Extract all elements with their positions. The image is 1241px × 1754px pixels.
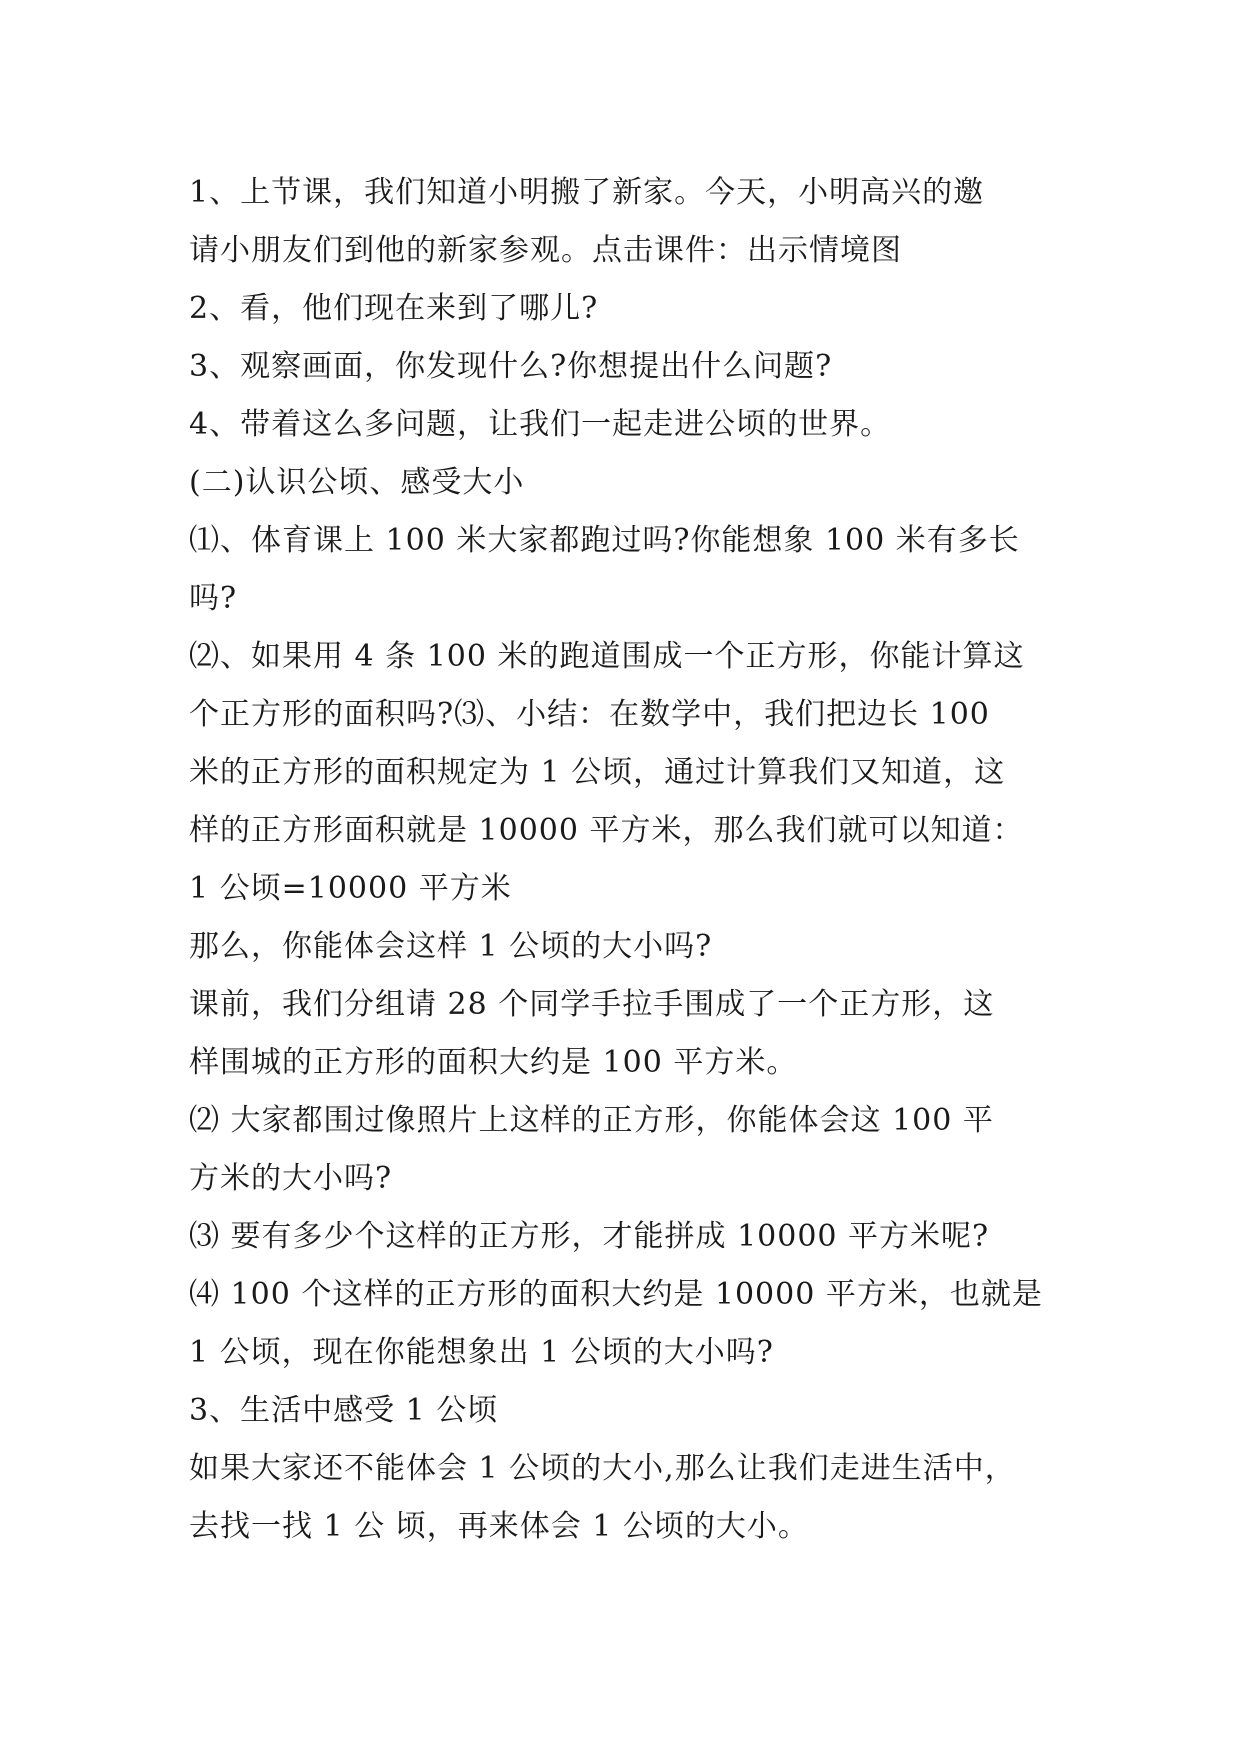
text-line: 1 公顷，现在你能想象出 1 公顷的大小吗? xyxy=(189,1335,774,1370)
text-line: 方米的大小吗? xyxy=(189,1161,393,1196)
text-line: 1 公顷=10000 平方米 xyxy=(189,871,512,906)
section-heading: (二)认识公顷、感受大小 xyxy=(189,465,525,500)
text-line: ⑵ 大家都围过像照片上这样的正方形，你能体会这 100 平 xyxy=(189,1103,994,1138)
text-line: ⑷ 100 个这样的正方形的面积大约是 10000 平方米，也就是 xyxy=(189,1277,1043,1312)
text-line: ⑵、如果用 4 条 100 米的跑道围成一个正方形，你能计算这 xyxy=(189,639,1025,674)
text-line: 米的正方形的面积规定为 1 公顷，通过计算我们又知道，这 xyxy=(189,755,1006,790)
text-line: 个正方形的面积吗?⑶、小结：在数学中，我们把边长 100 xyxy=(189,697,990,732)
text-line: 去找一找 1 公 顷，再来体会 1 公顷的大小。 xyxy=(189,1509,809,1544)
text-line: 吗? xyxy=(189,581,238,616)
text-line: ⑶ 要有多少个这样的正方形，才能拼成 10000 平方米呢? xyxy=(189,1219,990,1254)
text-line: 如果大家还不能体会 1 公顷的大小,那么让我们走进生活中， xyxy=(189,1451,1016,1486)
text-line: 样围城的正方形的面积大约是 100 平方米。 xyxy=(189,1045,798,1080)
section-heading: 3、生活中感受 1 公顷 xyxy=(189,1393,499,1428)
text-line: 那么，你能体会这样 1 公顷的大小吗? xyxy=(189,929,713,964)
text-line: 2、看，他们现在来到了哪儿? xyxy=(189,291,599,326)
text-line: 1、上节课，我们知道小明搬了新家。今天，小明高兴的邀 xyxy=(189,175,985,210)
text-line: 3、观察画面，你发现什么?你想提出什么问题? xyxy=(189,349,833,384)
document-body xyxy=(189,164,1069,1556)
text-line: 请小朋友们到他的新家参观。点击课件：出示情境图 xyxy=(189,233,902,268)
text-line: 4、带着这么多问题，让我们一起走进公顷的世界。 xyxy=(189,407,892,442)
text-line: 样的正方形面积就是 10000 平方米，那么我们就可以知道： xyxy=(189,813,1024,848)
text-line: 课前，我们分组请 28 个同学手拉手围成了一个正方形，这 xyxy=(189,987,995,1022)
text-line: ⑴、体育课上 100 米大家都跑过吗?你能想象 100 米有多长 xyxy=(189,523,1020,558)
